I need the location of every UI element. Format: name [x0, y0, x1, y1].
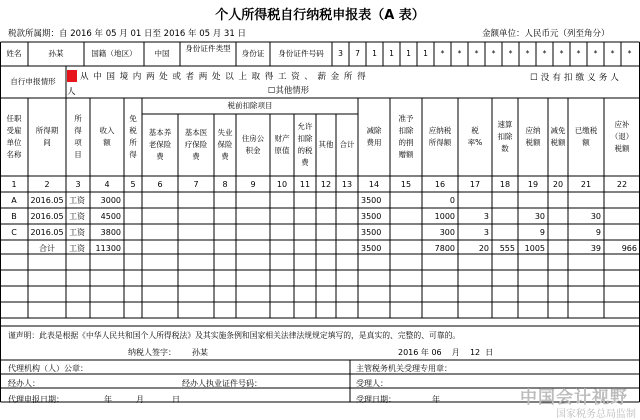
signature-date: 2016 年 06 月 12 日	[398, 348, 494, 357]
table-cell-refund	[604, 224, 640, 240]
table-cell-item: 工资	[69, 195, 85, 205]
operator-label: 经办人：	[8, 379, 40, 388]
situation-cont: 人	[67, 87, 76, 97]
nationality-value: 中国	[154, 48, 170, 58]
header-property: 财产原值	[274, 134, 290, 155]
table-cell-quick	[492, 224, 518, 240]
watermark-logo: 中国会计视野	[520, 388, 628, 408]
table-cell-period: 2016.05	[30, 227, 64, 237]
tax-period: 税款所属期：自 2016 年 05 月 01 日至 2016 年 05 月 31 日	[8, 29, 246, 39]
id-digit: *	[593, 48, 598, 58]
table-cell-payable: 1005	[524, 243, 545, 253]
agent-seal-label: 代理机构（人）公章：	[8, 364, 88, 373]
nationality-label: 国籍（地区）	[91, 48, 137, 58]
table-cell-rate: 3	[483, 227, 489, 237]
receiver-label: 受理人：	[356, 379, 388, 388]
id-digit: *	[474, 48, 479, 58]
situation-option-multiple-employers: 从中国境内两处或者两处以上取得工资、薪金所得	[80, 72, 371, 82]
id-digit: *	[440, 48, 445, 58]
column-number: 10	[276, 179, 288, 189]
checkbox-icon[interactable]: ☐	[268, 85, 276, 95]
id-digit: *	[627, 48, 632, 58]
table-cell-deduction: 3500	[361, 243, 382, 253]
operator-cert-label: 经办人执业证件号码：	[182, 379, 262, 388]
header-rate: 税率%	[467, 126, 483, 147]
column-number: 11	[299, 179, 311, 189]
header-reduced: 减免税额	[550, 126, 566, 147]
table-cell-rate	[458, 192, 492, 208]
situation-label: 自行申报情形	[10, 76, 56, 86]
table-cell-deduction: 3500	[361, 211, 382, 221]
table-cell-period: 合计	[39, 243, 55, 253]
table-cell-payable	[518, 192, 548, 208]
table-cell-income: 4500	[100, 211, 121, 221]
situation-checked-box[interactable]	[67, 70, 77, 82]
column-number: 19	[527, 179, 539, 189]
column-number: 21	[580, 179, 592, 189]
column-number: 15	[400, 179, 412, 189]
table-cell-unit: C	[11, 227, 17, 237]
column-number: 18	[499, 179, 511, 189]
column-number: 6	[157, 179, 163, 189]
receive-date-year: 年	[432, 395, 440, 404]
table-cell-refund	[604, 192, 640, 208]
table-cell-item: 工资	[69, 243, 85, 253]
header-subtotal: 合计	[339, 140, 355, 149]
table-cell-unit: A	[11, 195, 17, 205]
name-value: 孙某	[48, 48, 64, 58]
watermark-sub: 国家税务总局监制	[556, 409, 636, 420]
table-cell-item: 工资	[69, 211, 85, 221]
tax-office-seal-label: 主管税务机关受理专用章：	[356, 364, 452, 373]
table-cell-quick	[492, 192, 518, 208]
table-cell-paid	[568, 192, 604, 208]
header-pension: 基本养老保险费	[148, 128, 172, 161]
id-digit: 3	[338, 48, 343, 58]
table-cell-paid: 39	[590, 243, 601, 253]
header-pretax-group: 税前扣除项目	[227, 101, 273, 110]
table-cell-deduction: 3500	[361, 227, 382, 237]
header-item: 所得项目	[74, 114, 82, 159]
table-cell-taxable: 1000	[434, 211, 455, 221]
table-cell-rate: 20	[478, 243, 489, 253]
header-refund: 应补（退）税额	[610, 120, 634, 153]
header-allowed-tax: 允许扣除的税费	[297, 122, 313, 167]
id-digit: *	[559, 48, 564, 58]
table-cell-income: 3000	[100, 195, 121, 205]
column-number: 7	[193, 179, 199, 189]
header-other: 其他	[318, 140, 334, 149]
receive-date-label: 受理日期：	[356, 395, 396, 404]
column-number: 9	[250, 179, 256, 189]
no-withholder-label: 没有扣缴义务人	[540, 73, 622, 83]
header-taxable: 应纳税所得额	[428, 126, 452, 147]
other-situation-label: 其他情形	[275, 85, 310, 95]
id-digit: 7	[355, 48, 360, 58]
signature-name: 孙某	[192, 348, 208, 357]
checkbox-icon[interactable]: ☐	[530, 73, 541, 83]
id-digit: *	[525, 48, 530, 58]
column-number: 20	[552, 179, 564, 189]
id-type-value: 身份证	[241, 48, 265, 58]
column-number: 8	[222, 179, 228, 189]
column-number: 13	[341, 179, 353, 189]
agent-date-day: 日	[172, 395, 180, 404]
id-type-label: 身份证件类型	[185, 44, 231, 53]
agent-date-year: 年	[104, 395, 112, 404]
table-cell-refund	[604, 208, 640, 224]
table-cell-payable: 30	[534, 211, 545, 221]
table-cell-taxable: 7800	[434, 243, 455, 253]
declaration-text: 谨声明：此表是根据《中华人民共和国个人所得税法》及其实施条例和国家相关法律法规规定填写的，是真实的、完整的、可靠的。	[8, 331, 461, 340]
header-paid: 已缴税额	[574, 126, 598, 147]
table-cell-rate: 3	[483, 211, 489, 221]
id-digit: *	[542, 48, 547, 58]
table-cell-payable: 9	[539, 227, 545, 237]
column-number: 4	[104, 179, 110, 189]
header-payer: 任职受雇单位名称	[6, 114, 22, 159]
header-deduction: 减除费用	[366, 126, 382, 147]
id-number-label: 身份证件号码	[278, 48, 324, 58]
name-label: 姓名	[6, 48, 22, 58]
table-cell-paid: 30	[590, 211, 601, 221]
currency-unit: 金额单位：人民币元（列至角分）	[482, 29, 610, 39]
id-digit: 1	[389, 48, 394, 58]
header-exempt: 免税所得	[129, 114, 137, 159]
column-number: 12	[320, 179, 332, 189]
signature-label: 纳税人签字：	[128, 348, 176, 357]
table-cell-taxable: 0	[449, 195, 455, 205]
table-cell-period: 2016.05	[30, 195, 64, 205]
header-quick: 速算扣除数	[497, 120, 513, 153]
table-cell-taxable: 300	[439, 227, 455, 237]
table-cell-income: 3800	[100, 227, 121, 237]
column-number: 3	[75, 179, 81, 189]
id-digit: *	[491, 48, 496, 58]
no-withholder-option[interactable]	[530, 71, 622, 83]
table-cell-refund: 966	[621, 243, 637, 253]
table-cell-unit: B	[11, 211, 17, 221]
table-cell-income: 11300	[95, 243, 121, 253]
id-digit: *	[508, 48, 513, 58]
id-digit: 1	[406, 48, 411, 58]
column-number: 2	[44, 179, 50, 189]
id-digit: 1	[423, 48, 428, 58]
header-period: 所得期间	[35, 126, 59, 147]
header-income: 收入额	[99, 126, 115, 147]
table-cell-paid: 9	[595, 227, 601, 237]
table-cell-period: 2016.05	[30, 211, 64, 221]
column-number: 5	[130, 179, 136, 189]
table-cell-unit	[0, 240, 28, 256]
header-unemployment: 失业保险费	[217, 128, 233, 161]
header-donation: 准予扣除的捐赠额	[398, 114, 414, 159]
header-payable: 应纳税额	[525, 126, 541, 147]
header-medical: 基本医疗保险费	[184, 128, 208, 161]
table-cell-quick	[492, 208, 518, 224]
id-digit: *	[576, 48, 581, 58]
id-digit: 1	[372, 48, 377, 58]
header-housing: 住房公积金	[241, 134, 265, 155]
column-number: 22	[616, 179, 628, 189]
table-cell-deduction: 3500	[361, 195, 382, 205]
table-cell-item: 工资	[69, 227, 85, 237]
form-title: 个人所得税自行纳税申报表（A 表）	[215, 8, 425, 23]
table-cell-quick: 555	[499, 243, 515, 253]
other-situation-option[interactable]	[268, 84, 309, 96]
agent-date-label: 代理申报日期：	[8, 395, 64, 404]
id-digit: *	[610, 48, 615, 58]
agent-date-month: 月	[136, 395, 144, 404]
column-number: 1	[11, 179, 17, 189]
column-number: 16	[434, 179, 446, 189]
column-number: 17	[469, 179, 481, 189]
id-digit: *	[457, 48, 462, 58]
column-number: 14	[368, 179, 380, 189]
